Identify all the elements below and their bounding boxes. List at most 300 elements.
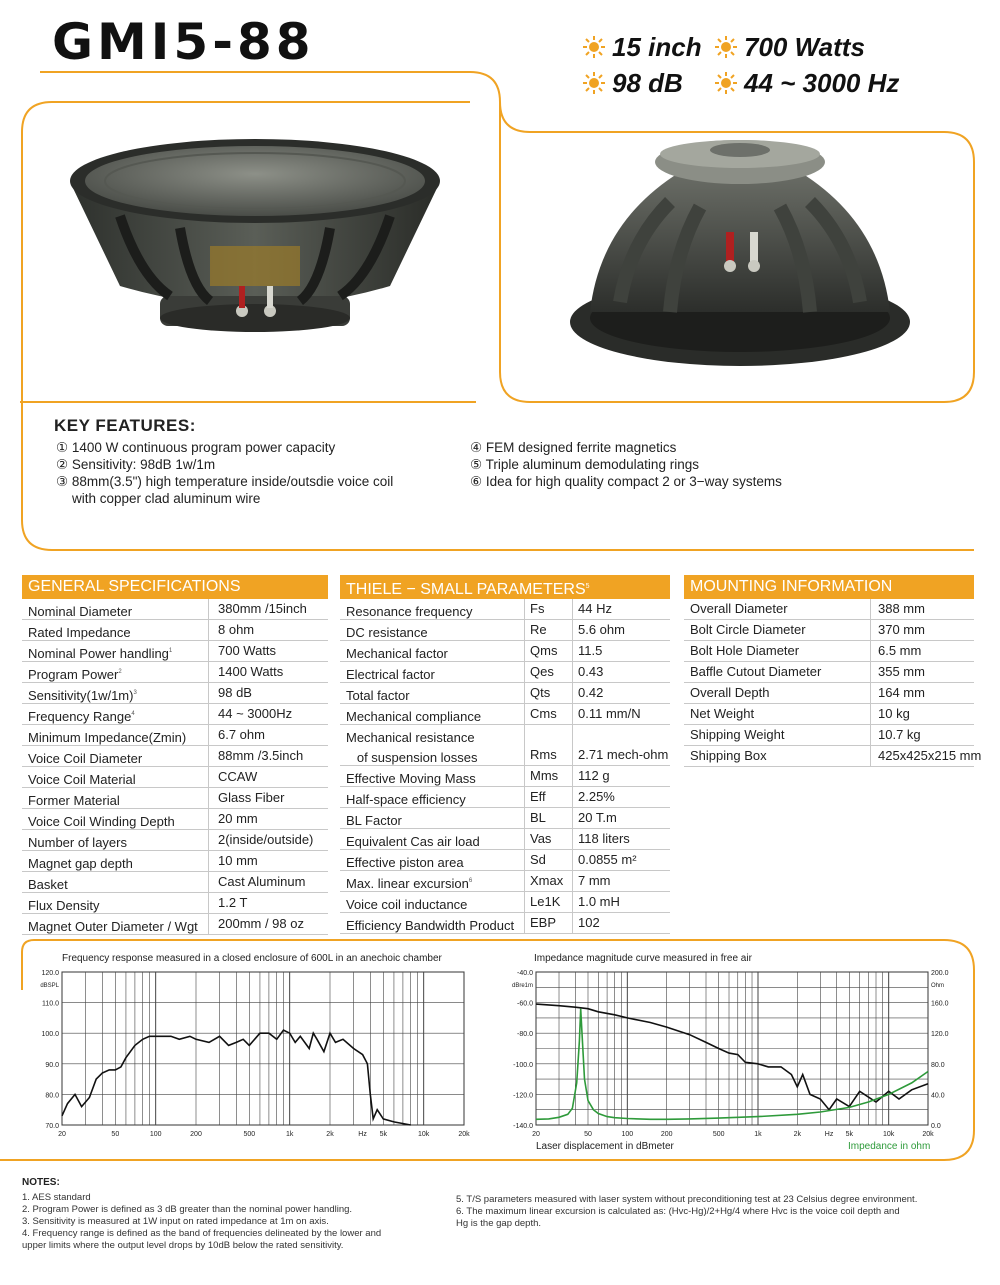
spec-label-wrap [28,641,172,664]
feature-item: with copper clad aluminum wire [72,491,261,506]
spec-label-wrap [28,851,133,874]
column-divider [572,871,573,891]
spec-value: 1400 Watts [218,664,284,679]
feature-item: ⑤ Triple aluminum demodulating rings [470,457,699,472]
column-divider [524,850,525,870]
spec-label: Nominal Power handling [28,646,169,661]
mounting-row [684,662,974,683]
mounting-row [684,725,974,746]
parameter-label: Voice coil inductance [346,897,468,912]
mounting-row [684,683,974,704]
parameter-symbol: Fs [530,601,545,616]
note-item: 6. The maximum linear excursion is calculated as: (Hvc-Hg)/2+Hg/4 where Hvc is the voice coil depth and [456,1206,900,1217]
spec-label: Minimum Impedance(Zmin) [28,730,187,745]
y-unit-left: dBre1m [511,983,533,989]
column-divider [572,704,573,724]
spec-row [22,662,328,683]
parameter-symbol: Eff [530,789,546,804]
parameter-symbol: Vas [530,831,552,846]
spec-label: Voice Coil Material [28,772,136,787]
mounting-label: Shipping Weight [690,727,785,742]
spec-row [22,809,328,830]
parameter-row [340,766,670,787]
spec-value: 8 ohm [218,622,255,637]
parameter-symbol: EBP [530,915,557,930]
footnote-marker: 6 [468,878,473,884]
parameter-label: Half-space efficiency [346,792,466,807]
spec-row [22,725,328,746]
parameter-label: Resonance frequency [346,604,473,619]
mounting-row [684,620,974,641]
column-divider [870,599,871,619]
spec-row [22,830,328,851]
feature-item: ② Sensitivity: 98dB 1w/1m [56,457,216,472]
parameter-row [340,787,670,808]
mounting-row [684,746,982,767]
general-specs-header: GENERAL SPECIFICATIONS [22,575,328,599]
parameter-symbol: Rms [530,747,557,762]
x-tick-label: 1k [285,1131,294,1138]
column-divider [524,641,525,661]
y-unit-right: Ohm [931,983,945,989]
column-divider [870,641,871,661]
mounting-rows [684,599,982,767]
x-tick-label: 10k [883,1131,895,1138]
y-tick-label-left: -60.0 [517,1000,533,1008]
mounting-row [684,704,974,725]
parameter-label: Efficiency Bandwidth Product [346,918,515,933]
model-title: GMI5-88 [52,13,315,71]
x-tick-label: 200 [660,1131,673,1138]
imp-chart-title: Impedance magnitude curve measured in free air [534,953,752,964]
parameter-label: Max. linear excursion [346,876,469,891]
column-divider [572,829,573,849]
thiele-small-rows [340,599,670,934]
spec-label-wrap [28,599,132,622]
column-divider [208,662,209,682]
spec-label: Magnet gap depth [28,856,133,871]
parameter-symbol: Qts [530,685,551,700]
parameter-label-wrap [346,620,428,643]
parameter-symbol: Mms [530,768,559,783]
parameter-row [340,808,670,829]
spec-value: 88mm /3.5inch [218,748,304,763]
column-divider [208,893,209,913]
parameter-value: 118 liters [578,831,630,846]
footnote-marker: 1 [168,648,173,654]
y-tick-label-right: 120.0 [931,1031,949,1039]
parameter-label: Mechanical resistance [346,730,475,745]
parameter-value: 102 [578,915,600,930]
mounting-value: 388 mm [878,601,925,616]
x-tick-label: 20k [458,1131,470,1138]
spec-row [22,851,328,872]
spec-row [22,788,328,809]
parameter-row [340,641,670,662]
column-divider [870,662,871,682]
parameter-value: 44 Hz [578,601,612,616]
note-item: Hg is the gap depth. [456,1218,542,1229]
parameter-row [340,620,670,641]
general-specs-rows [22,599,328,935]
x-tick-label: 50 [584,1131,592,1138]
legend-displacement: Laser displacement in dBmeter [536,1141,674,1152]
column-divider [572,725,573,745]
parameter-label-wrap [346,787,466,810]
spec-label-wrap [28,767,136,790]
mounting-label: Bolt Hole Diameter [690,643,800,658]
parameter-value: 0.43 [578,664,604,679]
column-divider [870,746,871,766]
note-item: 5. T/S parameters measured with laser system without preconditioning test at 23 Celsius degree environment. [456,1194,918,1205]
y-tick-label-left: -100.0 [513,1061,533,1069]
mounting-label: Baffle Cutout Diameter [690,664,822,679]
spec-row [22,893,328,914]
x-tick-label: 2k [326,1131,334,1138]
column-divider [208,767,209,787]
feature-item: ③ 88mm(3.5") high temperature inside/outsdie voice coil [56,474,394,489]
key-features-title: KEY FEATURES: [54,416,196,435]
freq-chart-title: Frequency response measured in a closed enclosure of 600L in an anechoic chamber [62,953,442,964]
column-divider [572,787,573,807]
spec-row [22,746,328,767]
x-tick-label: 500 [243,1131,256,1138]
column-divider [524,620,525,640]
column-divider [208,599,209,619]
column-divider [572,808,573,828]
y-tick-label: 120.0 [41,970,59,977]
parameter-label-wrap [346,662,435,685]
spec-value: 20 mm [218,811,258,826]
mounting-value: 164 mm [878,685,925,700]
column-divider [572,662,573,682]
column-divider [208,830,209,850]
parameter-value: 112 g [578,768,610,783]
parameter-label: Equivalent Cas air load [346,834,480,849]
parameter-symbol: Le1K [530,894,561,909]
y-tick-label: 110.0 [42,1000,59,1008]
column-divider [208,683,209,703]
spec-value: CCAW [218,769,258,784]
column-divider [572,850,573,870]
spec-label: Nominal Diameter [28,604,133,619]
parameter-symbol: Re [530,622,547,637]
spec-value: Cast Aluminum [218,874,306,889]
parameter-label: Electrical factor [346,667,435,682]
mounting-table [684,575,982,767]
parameter-label: Effective piston area [346,855,464,870]
y-tick-label-left: -120.0 [513,1092,533,1100]
column-divider [572,892,573,912]
spec-label-wrap [28,893,100,916]
y-unit-label: dBSPL [40,983,59,989]
parameter-label-wrap [346,745,478,768]
spec-label-wrap [28,830,127,853]
x-tick-label: 100 [621,1131,634,1138]
spec-label-wrap [28,788,120,811]
footnote-marker: 2 [118,669,122,675]
mounting-row [684,641,974,662]
parameter-label-wrap [346,704,481,727]
column-divider [524,683,525,703]
column-divider [524,599,525,619]
spec-label-wrap [28,809,175,832]
x-tick-label: 5k [845,1131,854,1138]
parameter-label: Mechanical compliance [346,709,482,724]
y-tick-label-left: -140.0 [513,1123,533,1130]
y-tick-label: 70.0 [45,1123,59,1130]
parameter-label: Total factor [346,688,410,703]
column-divider [524,766,525,786]
parameter-value: 5.6 ohm [578,622,625,637]
x-tick-label: 20k [922,1131,934,1138]
parameter-value: 2.25% [578,789,615,804]
column-divider [524,662,525,682]
spec-row [22,872,328,893]
spec-label: Program Power [28,667,119,682]
parameter-symbol: Sd [530,852,546,867]
spec-row [22,767,328,788]
mounting-row [684,599,974,620]
spec-value: 98 dB [218,685,252,700]
parameter-value: 11.5 [578,643,603,658]
spec-row [22,599,328,620]
notes-title: NOTES: [22,1177,60,1188]
mounting-value: 10 kg [878,706,910,721]
column-divider [524,892,525,912]
parameter-label: DC resistance [346,625,428,640]
mounting-label: Shipping Box [690,748,767,763]
y-tick-label-right: 0.0 [931,1123,941,1130]
parameter-row [340,662,670,683]
feature-item: ④ FEM designed ferrite magnetics [470,440,677,455]
mounting-value: 6.5 mm [878,643,922,658]
parameter-symbol: BL [530,810,546,825]
column-divider [208,620,209,640]
parameter-label-wrap [346,766,476,789]
x-tick-label: 5k [379,1131,388,1138]
column-divider [208,872,209,892]
spec-value: 700 Watts [218,643,277,658]
parameter-symbol: Qms [530,643,558,658]
speaker-front-image [60,136,450,346]
parameter-symbol: Cms [530,706,557,721]
spec-row [22,704,328,725]
spec-value: 2(inside/outside) [218,832,314,847]
spec-label: Sensitivity(1w/1m) [28,688,134,703]
column-divider [208,746,209,766]
feature-item: ⑥ Idea for high quality compact 2 or 3−way systems [470,474,782,489]
impedance-chart [492,964,966,1144]
x-tick-label: 20 [532,1131,540,1138]
spec-label-wrap [28,872,68,895]
parameter-value: 0.42 [578,685,604,700]
spec-label-wrap [28,704,135,727]
parameter-value: 0.11 mm/N [578,706,641,721]
column-divider [870,620,871,640]
parameter-value: 20 T.m [578,810,617,825]
note-item: 2. Program Power is defined as 3 dB greater than the nominal power handling. [22,1204,353,1215]
column-divider [208,641,209,661]
spec-row [22,641,328,662]
mounting-value: 355 mm [878,664,925,679]
column-divider [870,704,871,724]
x-tick-label: 100 [149,1131,162,1138]
parameter-row [340,892,670,913]
parameter-value: 7 mm [578,873,611,888]
y-tick-label-right: 40.0 [931,1092,945,1100]
parameter-label-wrap [346,641,448,664]
note-item: 4. Frequency range is defined as the band of frequencies delineated by the lower and [22,1228,382,1239]
legend-impedance: Impedance in ohm [848,1141,931,1152]
y-tick-label-left: -40.0 [517,970,533,977]
spec-label: Rated Impedance [28,625,131,640]
highlight-size: 15 inch [582,32,702,62]
general-specs-table [22,575,328,935]
mounting-value: 10.7 kg [878,727,921,742]
spec-value: 1.2 T [218,895,248,910]
column-divider [572,620,573,640]
column-divider [524,704,525,724]
parameter-label: Effective Moving Mass [346,771,476,786]
parameter-row [340,599,670,620]
parameter-label-wrap [346,850,464,873]
column-divider [572,745,573,765]
column-divider [870,725,871,745]
y-tick-label-right: 200.0 [931,970,949,977]
spec-label: Magnet Outer Diameter / Wgt [28,919,198,934]
x-tick-label: 20 [58,1131,66,1138]
spec-label-wrap [28,746,142,769]
column-divider [572,641,573,661]
spec-value: 6.7 ohm [218,727,265,742]
mounting-label: Overall Diameter [690,601,788,616]
column-divider [208,725,209,745]
parameter-label-wrap [346,683,410,706]
mounting-value: 425x425x215 mm [878,748,982,763]
parameter-row [340,871,670,892]
parameter-label-wrap [346,892,467,915]
parameter-row [340,745,670,766]
note-item: 1. AES standard [22,1192,91,1203]
feature-item: ① 1400 W continuous program power capacity [56,440,336,455]
x-tick-label: 200 [190,1131,202,1138]
spec-value: 44 ~ 3000Hz [218,706,293,721]
highlight-sensitivity: 98 dB [582,68,683,98]
column-divider [572,599,573,619]
column-divider [208,788,209,808]
spec-label-wrap [28,662,122,685]
spec-value: 200mm / 98 oz [218,916,304,931]
parameter-row [340,725,670,745]
y-tick-label: 80.0 [45,1092,59,1100]
thiele-small-table [340,575,670,934]
parameter-row [340,683,670,704]
parameter-value: 0.0855 m² [578,852,637,867]
y-tick-label-left: -80.0 [517,1031,533,1039]
column-divider [524,829,525,849]
spec-label-wrap [28,683,137,706]
note-item: 3. Sensitivity is measured at 1W input on rated impedance at 1m on axis. [22,1216,329,1227]
spec-value: 10 mm [218,853,258,868]
y-tick-label-right: 160.0 [931,1000,949,1008]
column-divider [524,871,525,891]
spec-label: Flux Density [28,898,100,913]
column-divider [524,787,525,807]
column-divider [208,809,209,829]
parameter-symbol: Xmax [530,873,564,888]
frequency-response-chart [20,964,472,1144]
mounting-header: MOUNTING INFORMATION [684,575,974,599]
x-tick-label: Hz [824,1131,834,1138]
column-divider [870,683,871,703]
spec-row [22,620,328,641]
spec-label-wrap [28,620,131,643]
column-divider [524,808,525,828]
parameter-label: of suspension losses [346,750,478,765]
thiele-small-header: THIELE − SMALL PARAMETERS$^5$ [340,575,670,599]
parameter-label-wrap [346,871,472,894]
column-divider [208,851,209,871]
x-tick-label: 2k [793,1131,802,1138]
y-tick-label: 100.0 [41,1031,59,1039]
y-tick-label: 90.0 [45,1061,59,1069]
parameter-label-wrap [346,599,472,622]
note-item: upper limits where the output level drops by 10dB below the rated sensitivity. [22,1240,344,1251]
spec-label-wrap [28,725,186,748]
parameter-row [340,704,670,725]
mounting-label: Overall Depth [690,685,770,700]
x-tick-label: 1k [754,1131,762,1138]
y-tick-label-right: 80.0 [931,1061,945,1069]
parameter-label: Mechanical factor [346,646,448,661]
parameter-row [340,829,670,850]
spec-label: Basket [28,877,68,892]
column-divider [208,704,209,724]
x-tick-label: Hz [358,1131,367,1138]
parameter-symbol: Qes [530,664,554,679]
spec-row [22,683,328,704]
footnote-marker: 4 [131,711,135,717]
x-tick-label: 500 [712,1131,725,1138]
parameter-label: BL Factor [346,813,402,828]
highlight-power: 700 Watts [714,32,865,62]
parameter-row [340,850,670,871]
parameter-value: 1.0 mH [578,894,620,909]
plot-area [62,972,464,1125]
highlight-frequency: 44 ~ 3000 Hz [714,68,899,98]
spec-label: Former Material [28,793,120,808]
spec-value: 380mm /15inch [218,601,307,616]
column-divider [572,683,573,703]
parameter-label-wrap [346,829,480,852]
mounting-value: 370 mm [878,622,925,637]
mounting-label: Net Weight [690,706,755,721]
column-divider [572,766,573,786]
column-divider [524,725,525,745]
speaker-rear-image [560,132,920,372]
spec-label: Voice Coil Winding Depth [28,814,175,829]
mounting-label: Bolt Circle Diameter [690,622,806,637]
spec-label: Frequency Range [28,709,132,724]
x-tick-label: 10k [418,1131,430,1138]
spec-value: Glass Fiber [218,790,285,805]
column-divider [524,745,525,765]
spec-label: Voice Coil Diameter [28,751,143,766]
footnote-marker: 3 [133,690,137,696]
parameter-value: 2.71 mech-ohm [578,747,669,762]
x-tick-label: 50 [111,1131,120,1138]
